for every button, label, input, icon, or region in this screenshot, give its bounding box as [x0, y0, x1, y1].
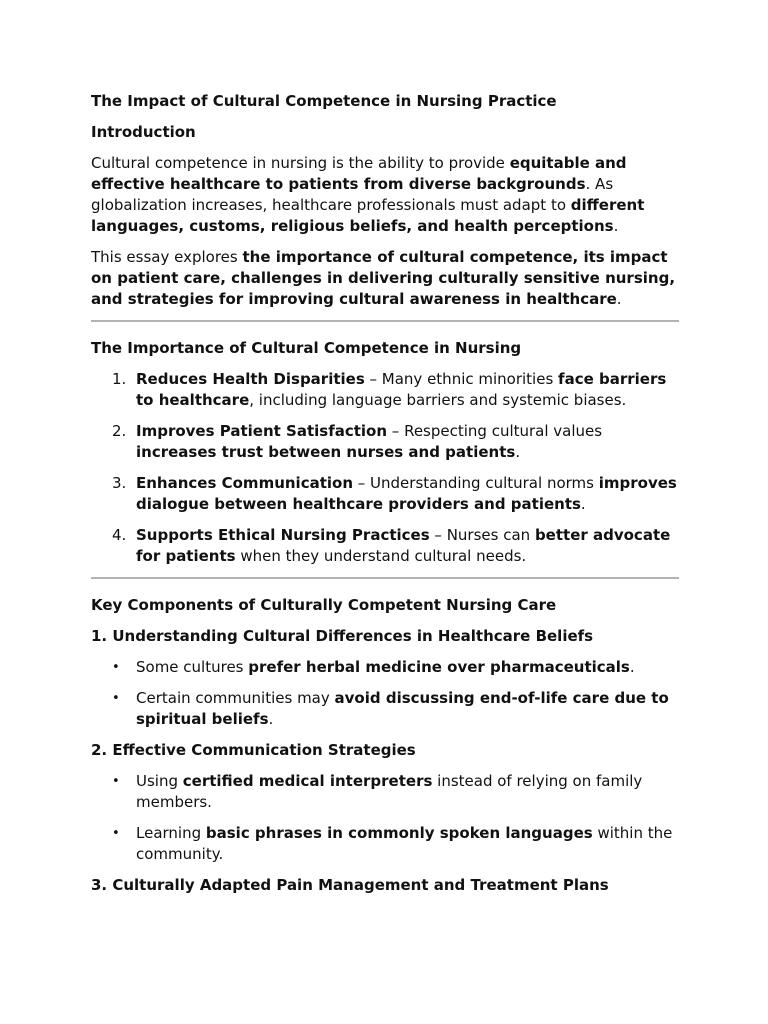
introduction-paragraph-1 — [91, 153, 679, 237]
bullet-text — [136, 824, 672, 863]
text-run: , including language barriers and systemic biases. — [249, 391, 627, 409]
list-number: 2. — [112, 422, 127, 440]
components-heading: Key Components of Culturally Competent Nursing Care — [91, 596, 557, 614]
text-run: – Many ethnic minorities — [364, 370, 559, 388]
bold-text: Enhances Communication — [136, 474, 354, 492]
text-run: Certain communities may — [136, 689, 335, 707]
document-page — [91, 91, 679, 906]
list-number: 1. — [112, 370, 127, 388]
importance-item — [91, 369, 679, 411]
text-run: . — [515, 443, 521, 461]
text-run: – Understanding cultural norms — [353, 474, 599, 492]
text-run: – Respecting cultural values — [387, 422, 603, 440]
bold-text: Supports Ethical Nursing Practices — [136, 526, 430, 544]
communication-bullet-list — [91, 771, 679, 865]
bold-text: prefer herbal medicine over pharmaceuticals — [248, 658, 630, 676]
subsection-heading-2: 2. Effective Communication Strategies — [91, 741, 416, 759]
bold-text: better advocate for patients — [136, 526, 671, 565]
bullet-text — [136, 658, 635, 676]
bold-text: Improves Patient Satisfaction — [136, 422, 388, 440]
bold-text: avoid discussing end-of-life care due to spiritual beliefs — [136, 689, 669, 728]
list-number: 3. — [112, 474, 127, 492]
bold-text: different languages, customs, religious beliefs, and health perceptions — [91, 196, 645, 235]
list-item-text — [136, 370, 666, 409]
list-item-text — [136, 422, 602, 461]
importance-item — [91, 421, 679, 463]
text-run: Learning — [136, 824, 206, 842]
section-divider — [91, 320, 679, 322]
bullet-item — [91, 771, 679, 813]
bullet-item — [91, 657, 679, 678]
importance-list — [91, 369, 679, 567]
bold-text: improves dialogue between healthcare providers and patients — [136, 474, 677, 513]
text-run: – Nurses can — [429, 526, 535, 544]
importance-item — [91, 525, 679, 567]
bold-text: Reduces Health Disparities — [136, 370, 365, 388]
introduction-heading: Introduction — [91, 123, 196, 141]
bullet-text — [136, 772, 642, 811]
importance-item — [91, 473, 679, 515]
text-run: instead of relying on family members. — [136, 772, 643, 811]
bullet-icon: • — [112, 774, 120, 789]
text-run: Some cultures — [136, 658, 249, 676]
bullet-icon: • — [112, 691, 120, 706]
text-run: . — [629, 658, 635, 676]
list-item-text — [136, 526, 670, 565]
text-run: Using — [136, 772, 183, 790]
text-run: within the community. — [136, 824, 673, 863]
beliefs-bullet-list — [91, 657, 679, 730]
bold-text: basic phrases in commonly spoken languages — [205, 824, 593, 842]
document-title: The Impact of Cultural Competence in Nursing Practice — [91, 92, 557, 110]
text-run: Cultural competence in nursing is the ability to provide — [91, 154, 510, 172]
text-run: . — [616, 290, 622, 308]
text-run: when they understand cultural needs. — [235, 547, 527, 565]
bold-text: increases trust between nurses and patients — [136, 443, 516, 461]
subsection-heading-1: 1. Understanding Cultural Differences in Healthcare Beliefs — [91, 627, 594, 645]
list-item-text — [136, 474, 677, 513]
bullet-item — [91, 688, 679, 730]
subsection-heading-3: 3. Culturally Adapted Pain Management and Treatment Plans — [91, 876, 609, 894]
bullet-text — [136, 689, 669, 728]
bullet-icon: • — [112, 660, 120, 675]
text-run: This essay explores — [91, 248, 243, 266]
text-run: . — [613, 217, 619, 235]
bullet-icon: • — [112, 826, 120, 841]
text-run: . — [580, 495, 586, 513]
introduction-paragraph-2 — [91, 247, 679, 310]
bold-text: equitable and effective healthcare to patients from diverse backgrounds — [91, 154, 627, 193]
bold-text: certified medical interpreters — [182, 772, 433, 790]
bold-text: face barriers to healthcare — [136, 370, 667, 409]
section-divider — [91, 577, 679, 579]
text-run: . — [268, 710, 274, 728]
list-number: 4. — [112, 526, 127, 544]
text-run: . As globalization increases, healthcare professionals must adapt to — [91, 175, 614, 214]
bullet-item — [91, 823, 679, 865]
importance-heading: The Importance of Cultural Competence in Nursing — [91, 339, 522, 357]
bold-text: the importance of cultural competence, its impact on patient care, challenges in delivering culturally sensitive nursing, and strategies for improving cultural awareness in healthcare — [91, 248, 676, 308]
